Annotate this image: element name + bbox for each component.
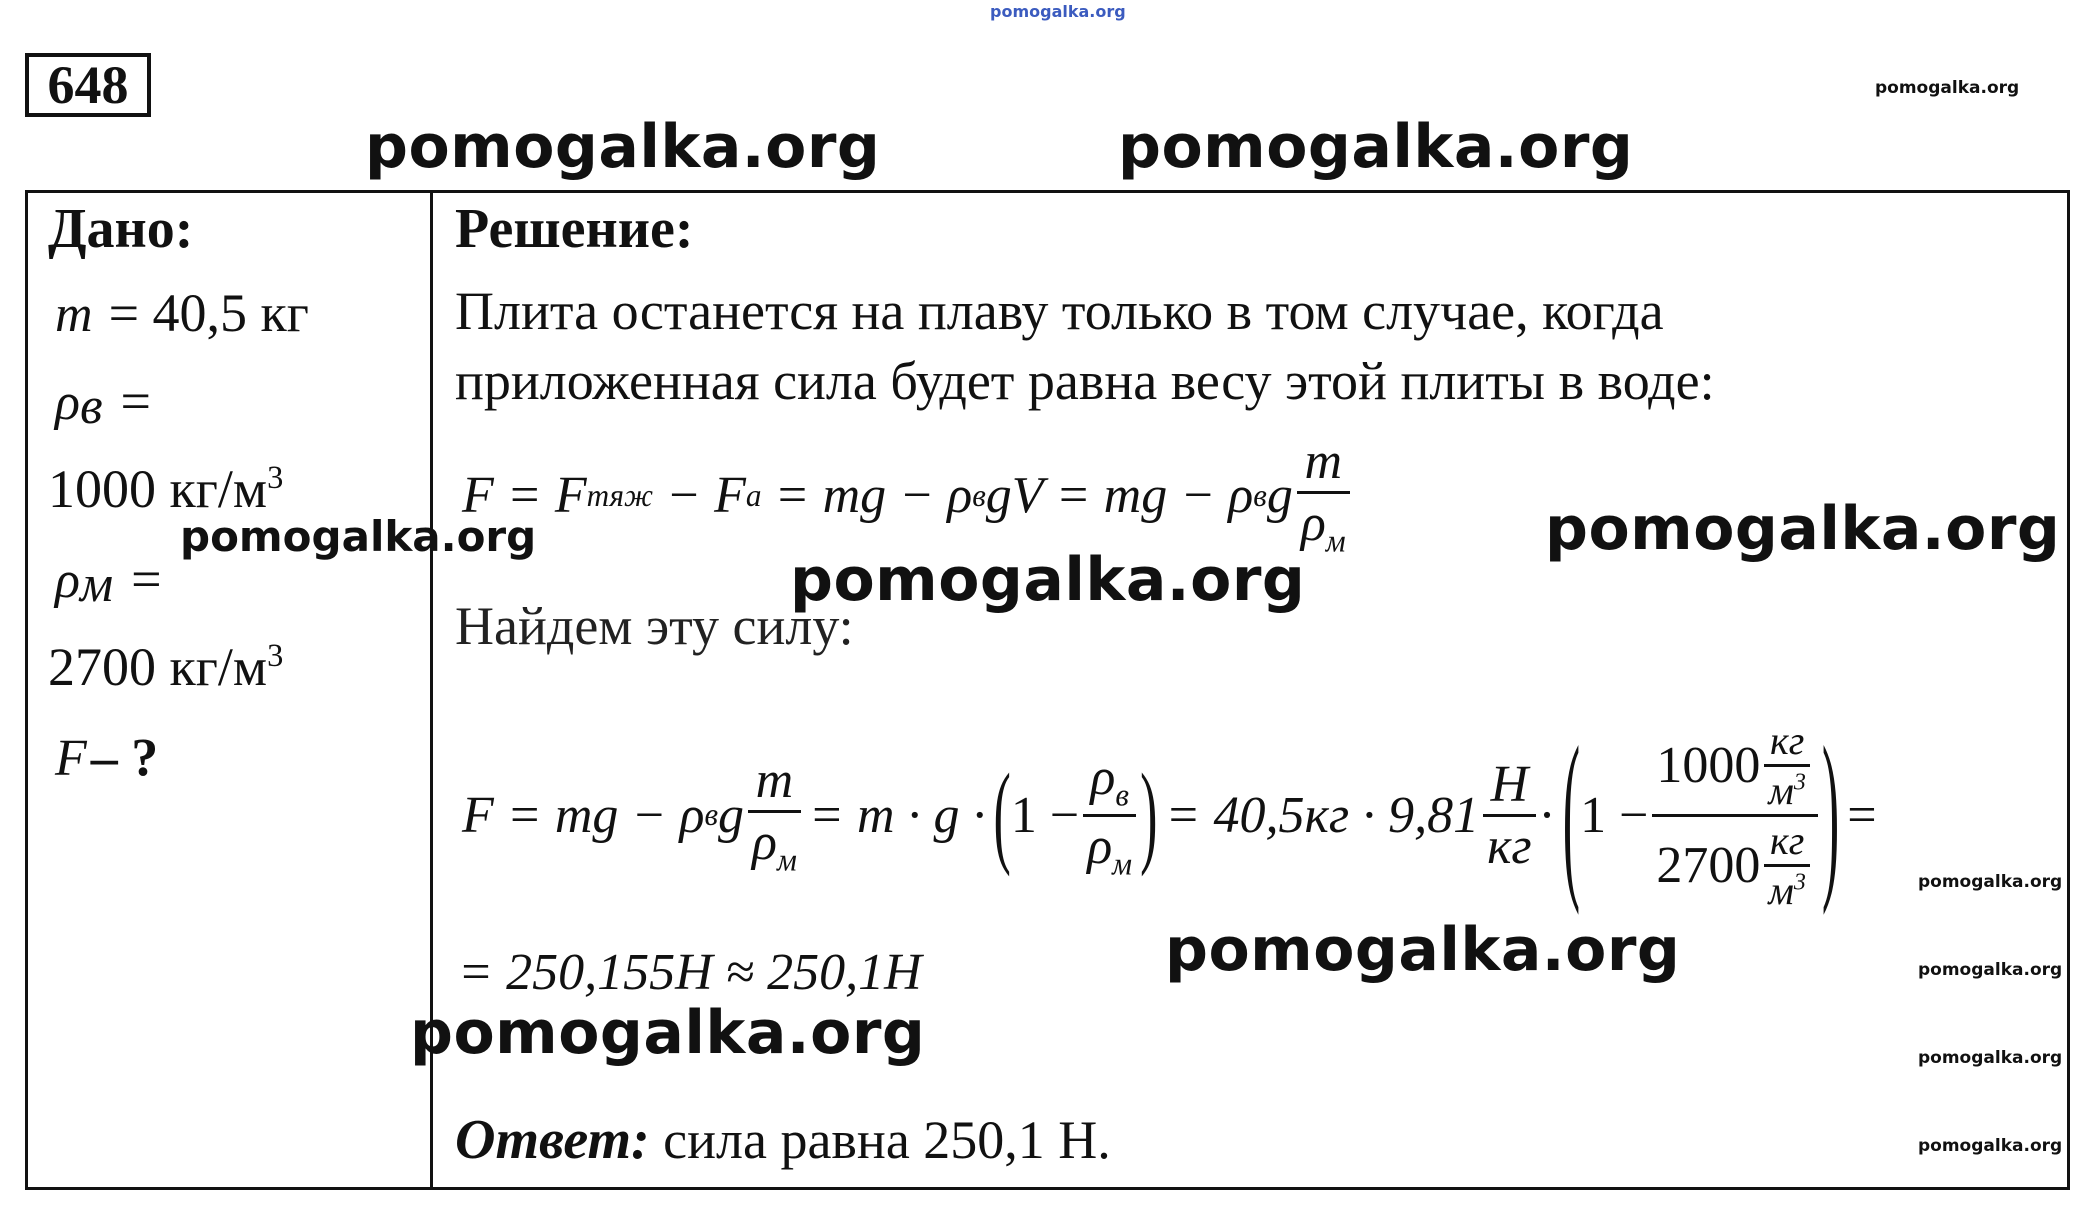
eq2-f1-num: m [755, 752, 794, 810]
eq1-frac-den-text: ρ [1300, 495, 1326, 552]
eq2-end: = [1847, 786, 1877, 844]
find-symbol: F [55, 730, 87, 787]
eq2-big-den-unit-den-text: м [1768, 867, 1794, 913]
eq2-big-den-text: 2700 [1656, 836, 1761, 894]
eq2-sub-v: в [704, 797, 719, 832]
find-text: – ? [90, 727, 159, 787]
eq2-dot: · [1539, 786, 1553, 844]
top-watermark: pomogalka.org [990, 2, 1126, 21]
rho-water-symbol: ρ [55, 374, 80, 431]
eq1-sub-v: в [972, 477, 986, 513]
equation-1 [462, 432, 1354, 559]
eq1-mid: − F [653, 467, 746, 525]
rho-water-eq: = [120, 371, 152, 431]
eq1-rest: = mg − ρ [761, 467, 973, 525]
eq2-big-den-unit-exp: 3 [1793, 869, 1806, 896]
given-title: Дано: [48, 198, 194, 260]
watermark-2: pomogalka.org [1118, 112, 1634, 182]
watermark-4: pomogalka.org [790, 545, 1306, 615]
eq2-one2: 1 − [1580, 786, 1649, 844]
mass-value: = 40,5 кг [108, 283, 309, 343]
rho-material-symbol: ρ [55, 552, 80, 609]
eq2-big-num-unit-den [1764, 764, 1810, 814]
eq1-left: F = F [462, 467, 587, 525]
eq1-sub-tyazh: тяж [586, 477, 654, 513]
eq2-f1-den-sub: м [776, 842, 797, 878]
eq2-start: F = mg − ρ [462, 786, 705, 844]
eq2-fraction-3 [1483, 755, 1536, 876]
eq2-fraction-1 [748, 751, 801, 878]
solution-line-1: Плита останется на плаву только в том случае, когда [455, 281, 1664, 341]
watermark-mid-left: pomogalka.org [180, 512, 537, 561]
rho-material-eq: = [131, 549, 162, 609]
solution-title: Решение: [455, 198, 694, 260]
given-mass [55, 282, 309, 344]
eq1-sub-v2: в [1253, 477, 1267, 513]
watermark-3: pomogalka.org [1545, 494, 2061, 564]
given-find [55, 726, 158, 788]
eq1-fraction [1297, 432, 1350, 559]
eq2-big-den-unit-den [1764, 864, 1810, 914]
rho-material-sub: м [79, 556, 114, 614]
eq2-big-num-unit-exp: 3 [1793, 769, 1806, 796]
answer-label: Ответ: [455, 1109, 650, 1171]
watermark-top-right: pomogalka.org [1875, 78, 2020, 98]
watermark-1: pomogalka.org [365, 112, 881, 182]
eq1-g: g [1266, 467, 1293, 525]
eq1-rest2: gV = mg − ρ [985, 467, 1254, 525]
eq2-big-num-unit-num: кг [1769, 717, 1805, 763]
eq1-sub-a: a [745, 477, 762, 513]
eq2-big-den-unit [1764, 817, 1810, 914]
watermark-small-1: pomogalka.org [1918, 872, 2063, 892]
eq2-fraction-big [1652, 717, 1818, 914]
eq2-f2-den [1083, 814, 1136, 882]
solution-line-2: приложенная сила будет равна весу этой плиты в воде: [455, 351, 1715, 411]
eq2-big-num-unit [1764, 717, 1810, 814]
eq1-frac-num: m [1304, 433, 1343, 490]
find-force-line: Найдем эту силу: [455, 596, 854, 656]
eq2-big-num-text: 1000 [1656, 736, 1761, 794]
rho-water-sub: в [79, 378, 103, 436]
watermark-6: pomogalka.org [410, 998, 926, 1068]
rho-material-value [48, 636, 283, 698]
problem-number: 648 [25, 53, 151, 117]
eq2-f3-den: кг [1483, 814, 1536, 876]
eq2-big-num [1652, 717, 1818, 814]
eq2-f2-num [1083, 748, 1136, 813]
watermark-5: pomogalka.org [1165, 915, 1681, 985]
eq2-f3-num: Н [1490, 755, 1529, 813]
eq2-mid: = m · g · [808, 786, 986, 844]
eq2-f1-den-text: ρ [752, 814, 777, 872]
rho-material-value-text: 2700 кг/м [48, 637, 268, 697]
watermark-small-2: pomogalka.org [1918, 960, 2063, 980]
eq2-num: = 40,5кг · 9,81 [1165, 786, 1480, 844]
eq2-bigparen-close: ) [1821, 712, 1840, 918]
rho-water-value [48, 458, 283, 520]
eq2-f2-num-sub: в [1115, 777, 1129, 813]
eq2-paren-close: ) [1140, 752, 1158, 878]
eq2-f1-den [748, 810, 801, 878]
result-line: = 250,155Н ≈ 250,1Н [458, 944, 922, 1001]
eq2-bigparen-open: ( [1562, 712, 1581, 918]
rho-water-exp: 3 [267, 460, 284, 496]
eq2-big-num-unit-den-text: м [1768, 767, 1794, 813]
watermark-small-3: pomogalka.org [1918, 1048, 2063, 1068]
eq2-fraction-2 [1083, 748, 1136, 882]
given-rho-water [55, 370, 151, 436]
equation-2 [462, 690, 1877, 940]
eq2-big-den [1652, 814, 1818, 914]
answer-text: сила равна 250,1 Н. [649, 1110, 1111, 1170]
watermark-small-4: pomogalka.org [1918, 1136, 2063, 1156]
mass-symbol: m [55, 286, 93, 343]
eq2-g: g [718, 786, 745, 844]
eq2-paren-open: ( [993, 752, 1011, 878]
eq2-f2-den-text: ρ [1087, 817, 1113, 875]
eq2-one: 1 − [1010, 786, 1080, 844]
eq2-f2-num-text: ρ [1090, 749, 1116, 807]
eq2-big-den-unit-num: кг [1769, 817, 1805, 863]
rho-water-value-text: 1000 кг/м [48, 459, 268, 519]
rho-material-exp: 3 [267, 638, 284, 674]
given-rho-material [55, 548, 162, 614]
eq2-f2-den-sub: м [1112, 845, 1133, 881]
answer-line [455, 1108, 1111, 1172]
eq1-frac-den-sub: м [1325, 523, 1346, 559]
